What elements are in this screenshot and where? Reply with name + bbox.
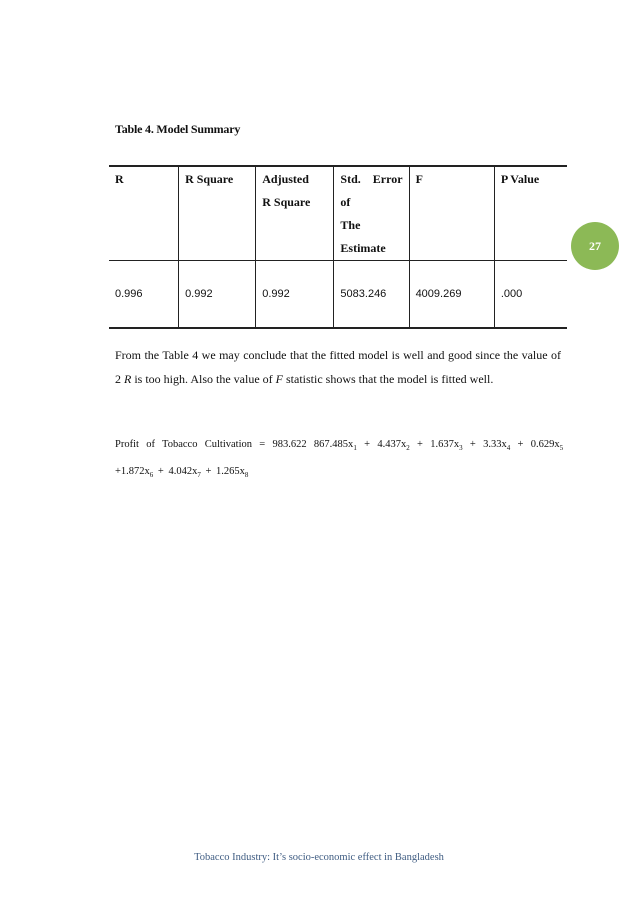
term-coef: +1.872x: [115, 466, 150, 478]
header-label: R Square: [185, 172, 234, 186]
regression-equation: [115, 433, 563, 487]
equation-term: [157, 466, 201, 480]
cell-std-error: 5083.246: [334, 261, 409, 329]
header-std-error: [334, 166, 409, 261]
page-footer: Tobacco Industry: It’s socio-economic effect in Bangladesh: [194, 852, 444, 863]
term-coef: + 3.33x: [469, 439, 507, 450]
term-sub: 3: [459, 444, 463, 453]
header-r-square: [179, 166, 256, 261]
equation-equals: =: [259, 439, 266, 450]
equation-term: [272, 439, 357, 453]
header-label: The: [340, 218, 361, 232]
cell-adjusted-r-square: 0.992: [256, 261, 334, 329]
cell-p-value: .000: [494, 261, 567, 329]
term-coef: 983.622 867.485x: [272, 439, 354, 450]
header-label: R Square: [262, 195, 311, 209]
cell-r-square: 0.992: [179, 261, 256, 329]
cell-f: 4009.269: [409, 261, 494, 329]
term-sub: 7: [197, 471, 201, 480]
header-label: R: [115, 172, 124, 186]
term-coef: + 1.637x: [417, 439, 460, 450]
term-sub: 6: [149, 471, 154, 480]
header-f: [409, 166, 494, 261]
term-sub: 4: [506, 444, 511, 453]
term-coef: + 4.437x: [364, 439, 407, 450]
term-coef: + 0.629x: [517, 439, 560, 450]
header-label: P Value: [500, 172, 540, 186]
header-p-value: [494, 166, 567, 261]
equation-term: [364, 439, 410, 453]
header-label: F: [415, 172, 423, 186]
header-adjusted-r-square: [256, 166, 334, 261]
paragraph-text: is too high. Also the value of: [131, 371, 276, 386]
equation-lhs: Profit of Tobacco Cultivation: [115, 439, 252, 450]
cell-r: 0.996: [115, 288, 143, 300]
paragraph-italic-f: F: [275, 371, 284, 386]
equation-term: [205, 466, 249, 480]
term-sub: 1: [353, 444, 357, 453]
header-label: Std.: [340, 172, 361, 186]
equation-term: [517, 439, 564, 453]
table-row: [109, 261, 567, 329]
model-summary-table: [109, 165, 567, 329]
table-header-row: [109, 166, 567, 261]
page-number-badge: 27: [571, 222, 619, 270]
paragraph-text: statistic shows that the model is fitted well.: [283, 371, 494, 386]
term-sub: 8: [244, 471, 249, 480]
header-label: Estimate: [340, 241, 386, 255]
header-label: of: [340, 195, 351, 209]
header-label: Error: [372, 172, 403, 186]
equation-term: [115, 466, 154, 480]
header-r: [109, 166, 179, 261]
equation-term: [417, 439, 463, 453]
conclusion-paragraph: [115, 344, 561, 391]
paragraph-text: From the Table 4 we may conclude that the fitted model is well and good since the value of 2: [115, 348, 561, 386]
header-std-error-first-line: [340, 168, 402, 191]
paragraph-italic-r: R: [124, 371, 132, 386]
term-coef: + 1.265x: [205, 466, 245, 478]
equation-term: [469, 439, 511, 453]
term-sub: 5: [559, 444, 564, 453]
term-coef: + 4.042x: [157, 466, 198, 478]
term-sub: 2: [406, 444, 410, 453]
header-label: Adjusted: [262, 172, 309, 186]
table-caption: Table 4. Model Summary: [115, 122, 241, 136]
